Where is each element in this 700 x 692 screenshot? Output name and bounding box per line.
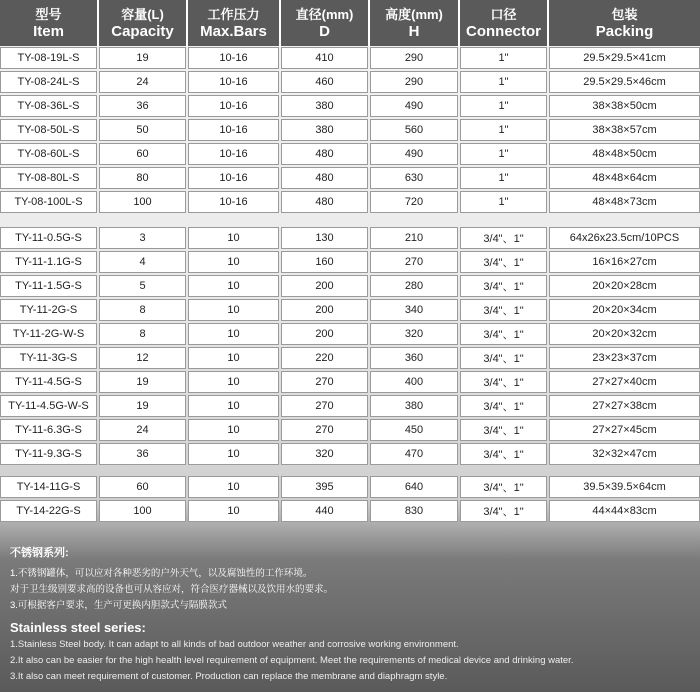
table-cell: 380 <box>281 119 368 141</box>
table-cell: 3/4"、1" <box>460 251 547 273</box>
notes-cn-line: 对于卫生级别要求高的设备也可从容应对，符合医疗器械以及饮用水的要求。 <box>10 584 334 595</box>
table-cell: 3/4"、1" <box>460 227 547 249</box>
table-cell: 32×32×47cm <box>549 443 700 465</box>
table-cell: 10 <box>188 476 279 498</box>
table-cell: 16×16×27cm <box>549 251 700 273</box>
table-cell: TY-11-2G-W-S <box>0 323 97 345</box>
table-cell: 10-16 <box>188 143 279 165</box>
table-row <box>0 143 700 167</box>
table-cell: 10 <box>188 371 279 393</box>
table-cell: 10 <box>188 347 279 369</box>
table-cell: TY-11-0.5G-S <box>0 227 97 249</box>
notes-en-line: 2.It also can be easier for the high health level requirement of equipment. Meet the requirements of medical device and drinking water. <box>10 655 574 666</box>
table-cell: 3/4"、1" <box>460 371 547 393</box>
table-cell: 630 <box>370 167 458 189</box>
table-cell: 3/4"、1" <box>460 347 547 369</box>
table-cell: 100 <box>99 500 186 522</box>
table-cell: 38×38×57cm <box>549 119 700 141</box>
table-cell: 460 <box>281 71 368 93</box>
header-packing <box>549 0 700 46</box>
table-cell: 340 <box>370 299 458 321</box>
table-cell: 320 <box>370 323 458 345</box>
table-cell: TY-11-3G-S <box>0 347 97 369</box>
table-row <box>0 251 700 275</box>
table-cell: TY-11-6.3G-S <box>0 419 97 441</box>
table-cell: 130 <box>281 227 368 249</box>
table-cell: 490 <box>370 95 458 117</box>
header-diameter <box>281 0 368 46</box>
table-cell: 3/4"、1" <box>460 443 547 465</box>
table-cell: 8 <box>99 323 186 345</box>
table-cell: 640 <box>370 476 458 498</box>
table-row <box>0 476 700 500</box>
table-cell: 3/4"、1" <box>460 476 547 498</box>
table-cell: 48×48×64cm <box>549 167 700 189</box>
table-cell: 39.5×39.5×64cm <box>549 476 700 498</box>
table-cell: 10-16 <box>188 167 279 189</box>
table-cell: 450 <box>370 419 458 441</box>
table-cell: TY-08-100L-S <box>0 191 97 213</box>
table-cell: 1" <box>460 143 547 165</box>
table-cell: 44×44×83cm <box>549 500 700 522</box>
table-cell: TY-11-2G-S <box>0 299 97 321</box>
table-cell: 10 <box>188 395 279 417</box>
table-cell: 395 <box>281 476 368 498</box>
table-row <box>0 227 700 251</box>
header-capacity <box>99 0 186 46</box>
table-cell: 270 <box>370 251 458 273</box>
table-cell: 24 <box>99 419 186 441</box>
table-row <box>0 119 700 143</box>
table-cell: 10-16 <box>188 191 279 213</box>
notes-cn-line: 1.不锈钢罐体，可以应对各种恶劣的户外天气，以及腐蚀性的工作环境。 <box>10 568 313 579</box>
header-en: Max.Bars <box>200 23 267 40</box>
table-cell: 290 <box>370 71 458 93</box>
table-cell: TY-08-80L-S <box>0 167 97 189</box>
table-cell: 10 <box>188 227 279 249</box>
table-cell: 50 <box>99 119 186 141</box>
table-cell: 23×23×37cm <box>549 347 700 369</box>
table-cell: TY-08-60L-S <box>0 143 97 165</box>
table-cell: 290 <box>370 47 458 69</box>
table-cell: 10-16 <box>188 119 279 141</box>
table-cell: 29.5×29.5×41cm <box>549 47 700 69</box>
table-cell: 1" <box>460 95 547 117</box>
header-cn: 直径(mm) <box>295 7 354 22</box>
table-cell: 29.5×29.5×46cm <box>549 71 700 93</box>
table-cell: 380 <box>281 95 368 117</box>
table-cell: 10-16 <box>188 95 279 117</box>
table-row <box>0 347 700 371</box>
table-cell: 270 <box>281 395 368 417</box>
table-cell: 1" <box>460 167 547 189</box>
table-cell: 10 <box>188 500 279 522</box>
table-group-ty14 <box>0 476 700 524</box>
table-cell: 10 <box>188 275 279 297</box>
table-cell: 3/4"、1" <box>460 500 547 522</box>
table-row <box>0 443 700 467</box>
table-cell: 320 <box>281 443 368 465</box>
table-cell: TY-11-1.1G-S <box>0 251 97 273</box>
table-cell: 36 <box>99 443 186 465</box>
table-cell: TY-11-1.5G-S <box>0 275 97 297</box>
table-cell: 480 <box>281 191 368 213</box>
table-cell: 160 <box>281 251 368 273</box>
table-cell: 3/4"、1" <box>460 275 547 297</box>
table-cell: 720 <box>370 191 458 213</box>
table-cell: 410 <box>281 47 368 69</box>
table-cell: TY-08-50L-S <box>0 119 97 141</box>
table-cell: TY-11-9.3G-S <box>0 443 97 465</box>
table-row <box>0 167 700 191</box>
table-cell: 1" <box>460 71 547 93</box>
table-cell: TY-08-19L-S <box>0 47 97 69</box>
table-cell: 60 <box>99 476 186 498</box>
header-cn: 包装 <box>611 7 638 22</box>
table-cell: 12 <box>99 347 186 369</box>
table-cell: 27×27×38cm <box>549 395 700 417</box>
table-cell: 19 <box>99 395 186 417</box>
table-row <box>0 191 700 215</box>
table-cell: 440 <box>281 500 368 522</box>
table-row <box>0 71 700 95</box>
notes-section <box>0 540 700 685</box>
table-cell: 10 <box>188 323 279 345</box>
header-en: Connector <box>466 23 541 40</box>
table-cell: 3 <box>99 227 186 249</box>
table-group-ty08 <box>0 47 700 215</box>
table-cell: 20×20×32cm <box>549 323 700 345</box>
table-row <box>0 323 700 347</box>
table-cell: 80 <box>99 167 186 189</box>
table-cell: 100 <box>99 191 186 213</box>
table-cell: 3/4"、1" <box>460 395 547 417</box>
table-row <box>0 395 700 419</box>
table-cell: 64x26x23.5cm/10PCS <box>549 227 700 249</box>
header-cn: 工作压力 <box>207 7 260 22</box>
table-cell: 8 <box>99 299 186 321</box>
table-cell: 200 <box>281 275 368 297</box>
notes-en-line: 3.It also can meet requirement of customer. Production can replace the membrane and diaphragm style. <box>10 671 448 682</box>
table-cell: 1" <box>460 119 547 141</box>
table-row <box>0 275 700 299</box>
table-cell: 24 <box>99 71 186 93</box>
table-cell: 10 <box>188 419 279 441</box>
table-cell: 200 <box>281 299 368 321</box>
table-cell: 560 <box>370 119 458 141</box>
table-cell: 480 <box>281 167 368 189</box>
table-cell: 38×38×50cm <box>549 95 700 117</box>
table-row <box>0 371 700 395</box>
header-cn: 高度(mm) <box>385 7 443 22</box>
table-cell: 360 <box>370 347 458 369</box>
table-cell: 36 <box>99 95 186 117</box>
table-cell: TY-11-4.5G-S <box>0 371 97 393</box>
table-header <box>0 0 700 46</box>
table-cell: 210 <box>370 227 458 249</box>
table-cell: 48×48×50cm <box>549 143 700 165</box>
header-en: D <box>319 23 330 40</box>
table-cell: 10-16 <box>188 47 279 69</box>
header-en: Packing <box>595 23 654 40</box>
table-cell: 60 <box>99 143 186 165</box>
table-row <box>0 419 700 443</box>
table-cell: 19 <box>99 371 186 393</box>
header-en: Capacity <box>111 23 174 40</box>
table-cell: 27×27×45cm <box>549 419 700 441</box>
table-cell: 280 <box>370 275 458 297</box>
header-cn: 口径 <box>490 7 517 22</box>
table-row <box>0 95 700 119</box>
table-cell: 10 <box>188 299 279 321</box>
table-cell: 200 <box>281 323 368 345</box>
header-connector <box>460 0 547 46</box>
table-cell: 10 <box>188 251 279 273</box>
table-cell: 220 <box>281 347 368 369</box>
header-item <box>0 0 97 46</box>
table-cell: 10-16 <box>188 71 279 93</box>
table-cell: 270 <box>281 371 368 393</box>
notes-cn-line: 3.可根据客户要求，生产可更换内胆款式与隔膜款式 <box>10 600 227 611</box>
table-cell: 3/4"、1" <box>460 419 547 441</box>
table-cell: 48×48×73cm <box>549 191 700 213</box>
table-cell: 470 <box>370 443 458 465</box>
table-cell: TY-08-36L-S <box>0 95 97 117</box>
table-cell: TY-14-22G-S <box>0 500 97 522</box>
table-cell: 5 <box>99 275 186 297</box>
table-cell: 1" <box>460 47 547 69</box>
table-cell: 4 <box>99 251 186 273</box>
header-en: Item <box>33 23 64 40</box>
table-cell: TY-08-24L-S <box>0 71 97 93</box>
table-row <box>0 299 700 323</box>
table-cell: 3/4"、1" <box>460 299 547 321</box>
table-cell: TY-14-11G-S <box>0 476 97 498</box>
table-cell: 19 <box>99 47 186 69</box>
notes-en-title: Stainless steel series: <box>10 620 146 635</box>
table-group-ty11 <box>0 227 700 467</box>
table-cell: 490 <box>370 143 458 165</box>
table-cell: 1" <box>460 191 547 213</box>
table-cell: 27×27×40cm <box>549 371 700 393</box>
table-cell: 20×20×28cm <box>549 275 700 297</box>
table-cell: 270 <box>281 419 368 441</box>
table-cell: 3/4"、1" <box>460 323 547 345</box>
notes-en-line: 1.Stainless Steel body. It can adapt to all kinds of bad outdoor weather and corrosive working environment. <box>10 639 459 650</box>
table-cell: 10 <box>188 443 279 465</box>
table-row <box>0 47 700 71</box>
table-cell: 380 <box>370 395 458 417</box>
header-cn: 容量(L) <box>121 7 164 22</box>
table-cell: 20×20×34cm <box>549 299 700 321</box>
notes-cn-title: 不锈钢系列: <box>10 547 69 559</box>
header-maxbars <box>188 0 279 46</box>
header-cn: 型号 <box>35 7 62 22</box>
table-cell: 830 <box>370 500 458 522</box>
table-cell: 480 <box>281 143 368 165</box>
header-height <box>370 0 458 46</box>
table-cell: TY-11-4.5G-W-S <box>0 395 97 417</box>
table-cell: 400 <box>370 371 458 393</box>
table-row <box>0 500 700 524</box>
header-en: H <box>408 23 420 40</box>
